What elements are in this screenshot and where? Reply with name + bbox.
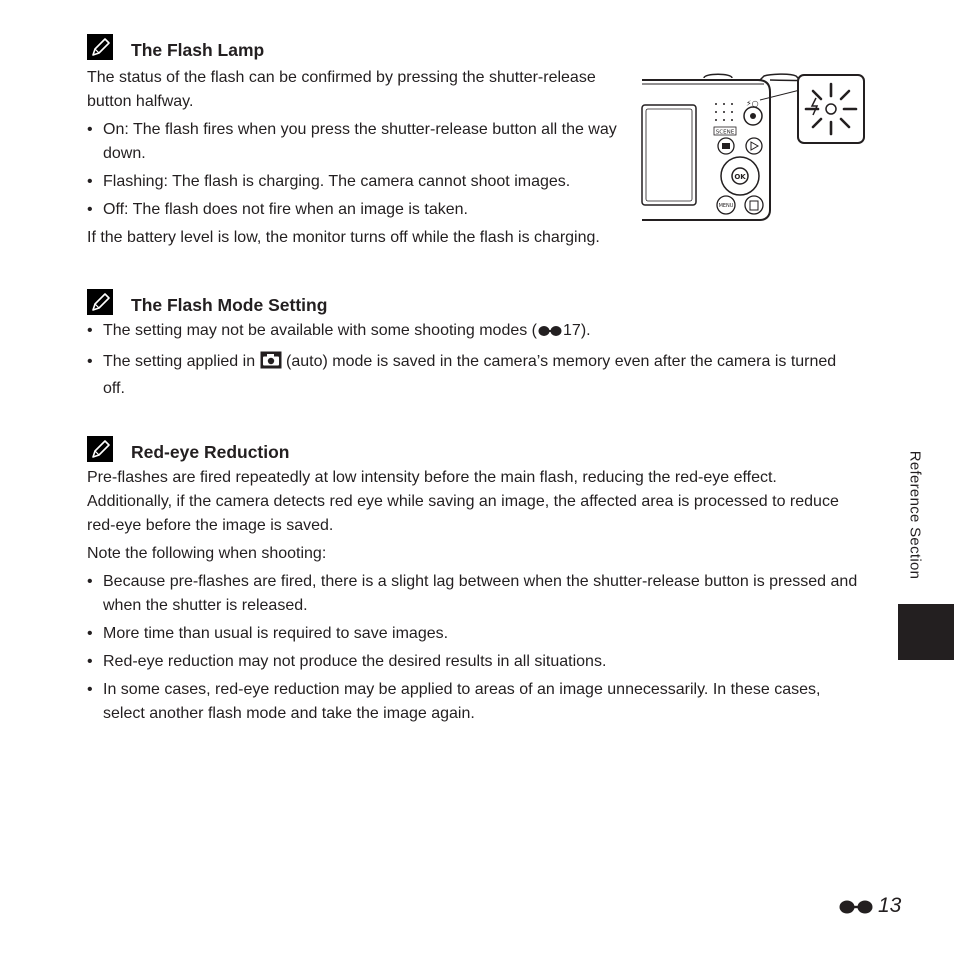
list-item: • Red-eye reduction may not produce the desired results in all situations. [87, 650, 862, 674]
bullet-text-start: The setting may not be available with some shooting modes ( [103, 322, 538, 339]
menu-button-label: MENU [718, 203, 734, 209]
section-tab-marker [898, 604, 954, 660]
sidebar-section-label [904, 440, 926, 590]
list-item: • Off: The flash does not fire when an image is taken. [87, 198, 617, 222]
note-pencil-icon [87, 289, 113, 315]
list-item: • Flashing: The flash is charging. The camera cannot shoot images. [87, 170, 617, 194]
list-item: • Because pre-flashes are fired, there is a slight lag between when the shutter-release button is pressed and when the shutter is released. [87, 570, 862, 618]
camera-auto-mode-icon [260, 351, 282, 377]
bullet-list [87, 319, 862, 401]
note-header [87, 289, 862, 319]
bullet-list [87, 570, 862, 726]
intro-paragraph: Pre-flashes are fired repeatedly at low intensity before the main flash, reducing the red-eye effect. Additionally, if the camera detects red eye while saving an image, the affected area is processed to reduce red-eye before the image is saved. [87, 469, 839, 534]
list-item: • On: The flash fires when you press the shutter-release button all the way down. [87, 118, 617, 166]
section-title: The Flash Mode Setting [131, 295, 328, 315]
note-pencil-icon [87, 436, 113, 462]
note-pencil-icon [87, 34, 113, 60]
note-header [87, 436, 862, 466]
list-item [87, 319, 862, 346]
reference-section-icon [537, 322, 563, 346]
camera-flash-lamp-illustration [640, 70, 868, 222]
svg-text:⚡○: ⚡○ [746, 99, 759, 108]
section-title: The Flash Lamp [131, 40, 265, 60]
note-header [87, 34, 862, 64]
bullet-text-start: The setting applied in [103, 353, 256, 370]
page-number-text: 13 [878, 894, 902, 917]
list-item [87, 350, 862, 401]
section-title: Red-eye Reduction [131, 442, 290, 462]
list-item: • In some cases, red-eye reduction may be applied to areas of an image unnecessarily. In these cases, select another flash mode and take the image again. [87, 678, 862, 726]
section-red-eye-reduction [87, 436, 862, 730]
bullet-list [87, 118, 617, 222]
list-item: • More time than usual is required to save images. [87, 622, 862, 646]
sidebar-label-text: Reference Section [906, 450, 924, 580]
note-paragraph: Note the following when shooting: [87, 545, 327, 562]
ok-button-label: OK [734, 173, 746, 181]
bullet-text-end: (auto) mode is saved in the camera’s memory even after the camera is turned off. [103, 353, 837, 397]
bullet-text-end: 17). [563, 322, 591, 339]
section-flash-mode-setting [87, 289, 862, 405]
outro-paragraph: If the battery level is low, the monitor turns off while the flash is charging. [87, 229, 600, 246]
reference-section-icon [838, 899, 874, 915]
intro-paragraph: The status of the flash can be confirmed by pressing the shutter-release button halfway. [87, 69, 596, 110]
scene-button-label: SCENE [715, 129, 735, 136]
